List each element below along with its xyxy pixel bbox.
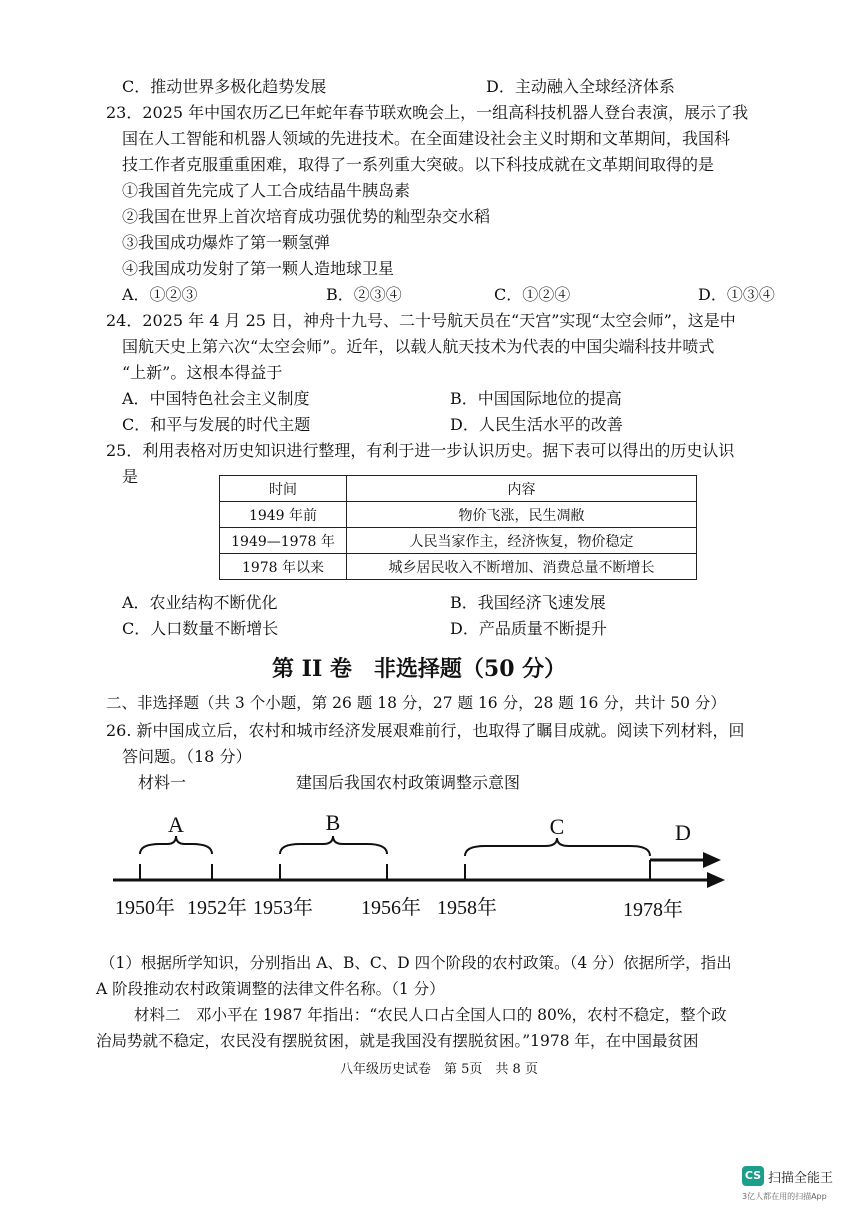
q24-option-b: B．中国国际地位的提高: [450, 389, 622, 408]
diagram-title: 建国后我国农村政策调整示意图: [296, 773, 521, 792]
q24-stem-line-3: “上新”。这根本得益于: [122, 363, 283, 382]
q23-stem-line-2: 国在人工智能和机器人领域的先进技术。在全面建设社会主义时期和文革期间，我国科: [122, 129, 731, 148]
stage-label-c: C: [549, 814, 565, 839]
material2-line-1: 材料二 邓小平在 1987 年指出：“农民人口占全国人口的 80%，农村不稳定，整个政: [134, 1006, 727, 1024]
material2-line-2: 治局势就不稳定，农民没有摆脱贫困，就是我国没有摆脱贫困。”1978 年，在中国最贫困: [96, 1032, 699, 1050]
table-row: [220, 528, 697, 554]
q24-option-a: A．中国特色社会主义制度: [122, 389, 310, 408]
q23-item-1: ①我国首先完成了人工合成结晶牛胰岛素: [122, 181, 411, 200]
q23-option-b: B．②③④: [326, 285, 402, 304]
q25-option-b: B．我国经济飞速发展: [450, 593, 606, 612]
stage-label-a: A: [168, 812, 184, 837]
table-header-row: [220, 476, 697, 502]
q26-stem-line-1: 26. 新中国成立后，农村和城市经济发展艰难前行，也取得了瞩目成就。阅读下列材料，回: [106, 721, 745, 740]
table-cell-content: 物价飞涨，民生凋敝: [347, 502, 697, 528]
stage-a-brace: [140, 836, 212, 854]
q23-stem-line-3: 技工作者克服重重困难，取得了一系列重大突破。以下科技成就在文革期间取得的是: [122, 155, 715, 174]
table-cell-time: 1949 年前: [220, 502, 347, 528]
history-table: [219, 475, 697, 580]
watermark-tagline: 3亿人都在用的扫描App: [742, 1192, 827, 1201]
table-cell-content: 城乡居民收入不断增加、消费总量不断增长: [347, 554, 697, 580]
q25-option-a: A．农业结构不断优化: [122, 593, 278, 612]
stage-label-d: D: [675, 820, 691, 845]
stage-label-b: B: [325, 810, 341, 835]
year-label-1978: 1978年: [623, 899, 683, 921]
stage-c-brace: [465, 838, 650, 856]
q23-stem-line-1: 23．2025 年中国农历乙巳年蛇年春节联欢晚会上，一组高科技机器人登台表演，展示了我: [106, 103, 749, 122]
q25-stem-line-2: 是: [122, 467, 139, 486]
q23-item-2: ②我国在世界上首次培育成功强优势的籼型杂交水稻: [122, 207, 491, 226]
table-header-content: 内容: [347, 476, 697, 502]
rural-policy-timeline: [105, 810, 745, 930]
part2-title: 第 II 卷 非选择题（50 分）: [272, 656, 567, 682]
q23-option-c: C．①②④: [494, 285, 571, 304]
q24-option-d: D．人民生活水平的改善: [450, 415, 623, 434]
q22-option-c: C．推动世界多极化趋势发展: [122, 77, 327, 96]
q26-sub1-line-2: A 阶段推动农村政策调整的法律文件名称。（1 分）: [96, 980, 445, 998]
q24-stem-line-1: 24．2025 年 4 月 25 日，神舟十九号、二十号航天员在“天宫”实现“太空会师”，这是中: [106, 311, 736, 330]
table-cell-time: 1949—1978 年: [220, 528, 347, 554]
material1-label: 材料一: [138, 773, 187, 792]
q25-option-d: D．产品质量不断提升: [450, 619, 607, 638]
q26-stem-line-2: 答问题。（18 分）: [122, 747, 252, 766]
watermark-app-name: 扫描全能王: [768, 1171, 834, 1186]
table-cell-content: 人民当家作主，经济恢复，物价稳定: [347, 528, 697, 554]
year-label-1950: 1950年: [115, 897, 175, 919]
q23-item-4: ④我国成功发射了第一颗人造地球卫星: [122, 259, 395, 278]
q24-option-c: C．和平与发展的时代主题: [122, 415, 311, 434]
camscanner-logo-icon: CS: [742, 1166, 764, 1186]
timeline-arrowhead: [707, 872, 725, 888]
year-label-1958: 1958年: [437, 897, 497, 919]
section-title: 二、非选择题（共 3 个小题，第 26 题 18 分，27 题 16 分，28 题 16 分，共计 50 分）: [106, 694, 726, 712]
stage-b-brace: [280, 836, 387, 854]
table-header-time: 时间: [220, 476, 347, 502]
table-row: [220, 554, 697, 580]
q23-option-a: A．①②③: [122, 285, 198, 304]
stage-d-arrowhead: [703, 852, 721, 868]
year-label-1956: 1956年: [361, 897, 421, 919]
q23-option-d: D．①③④: [698, 285, 775, 304]
year-label-1953: 1953年: [253, 897, 313, 919]
q26-sub1-line-1: （1）根据所学知识，分别指出 A、B、C、D 四个阶段的农村政策。（4 分）依据所学，指出: [100, 954, 732, 972]
q25-stem-line-1: 25．利用表格对历史知识进行整理，有利于进一步认识历史。据下表可以得出的历史认识: [106, 441, 735, 460]
table-cell-time: 1978 年以来: [220, 554, 347, 580]
table-row: [220, 502, 697, 528]
page-footer: 八年级历史试卷 第 5页 共 8 页: [340, 1062, 538, 1077]
q22-option-d: D．主动融入全球经济体系: [486, 77, 675, 96]
year-label-1952: 1952年: [187, 897, 247, 919]
q23-item-3: ③我国成功爆炸了第一颗氢弹: [122, 233, 331, 252]
q24-stem-line-2: 国航天史上第六次“太空会师”。近年，以载人航天技术为代表的中国尖端科技井喷式: [122, 337, 715, 356]
q25-option-c: C．人口数量不断增长: [122, 619, 279, 638]
